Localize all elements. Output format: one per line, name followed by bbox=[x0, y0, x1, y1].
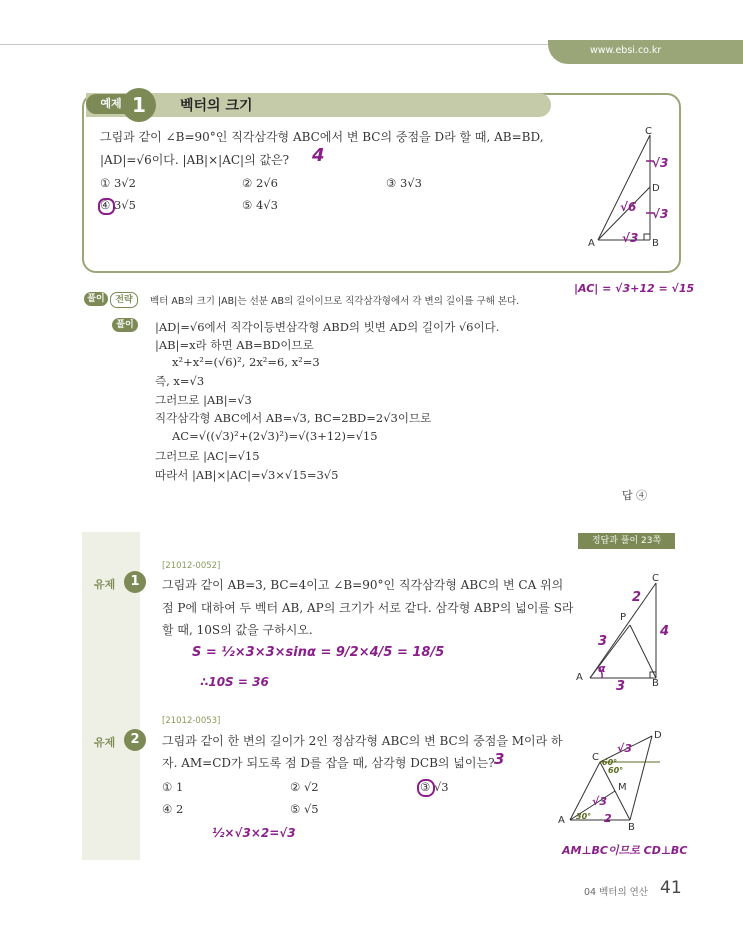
p2-label-c: C bbox=[592, 752, 599, 763]
p2-label-a: A bbox=[558, 815, 565, 826]
triangle-lines bbox=[598, 135, 650, 240]
solution-line-1: |AD|=√6에서 직각이등변삼각형 ABD의 빗변 AD의 길이가 √6이다. bbox=[155, 320, 500, 334]
practice1-hw-s: S = ½×3×3×sinα = 9/2×4/5 = 18/5 bbox=[192, 645, 445, 660]
p1-hw-angle: α bbox=[598, 662, 606, 675]
example-title: 벡터의 크기 bbox=[180, 98, 253, 114]
p2-hw-angle60: 60° bbox=[602, 758, 618, 767]
handwritten-answer: 4 bbox=[312, 145, 325, 166]
choice-1[interactable]: ① 3√2 bbox=[100, 176, 136, 190]
vector-ap bbox=[590, 625, 630, 678]
practice2-line1: 그림과 같이 한 변의 길이가 2인 정삼각형 ABC의 변 BC의 중점을 M이라 하 bbox=[162, 734, 563, 748]
side-ac bbox=[598, 135, 650, 240]
p2-choice-5[interactable]: ⑤ √5 bbox=[290, 802, 319, 816]
example-question-line1: 그림과 같이 ∠B=90°인 직각삼각형 ABC에서 변 BC의 중점을 D라 할 때, AB=BD, bbox=[100, 130, 544, 144]
segment-pb bbox=[630, 625, 656, 678]
hw-ad: √6 bbox=[620, 200, 637, 214]
solution-line-8: 그러므로 |AC|=√15 bbox=[155, 449, 260, 463]
example-number: 1 bbox=[122, 88, 156, 122]
practice2-label: 유제 bbox=[94, 736, 116, 749]
practice1-line3: 할 때, 10S의 값을 구하시오. bbox=[162, 623, 313, 637]
solution-line-9: 따라서 |AB|×|AC|=√3×√15=3√5 bbox=[155, 468, 339, 482]
practice1-number: 1 bbox=[124, 571, 146, 593]
practice1-triangle-diagram bbox=[580, 575, 670, 690]
practice1-label: 유제 bbox=[94, 578, 116, 591]
practice1-line1: 그림과 같이 AB=3, BC=4이고 ∠B=90°인 직각삼각형 ABC의 변 CA 위의 bbox=[162, 578, 564, 592]
solution-answer: 답 ④ bbox=[622, 489, 648, 502]
strategy-text: 벡터 AB의 크기 |AB|는 선분 AB의 길이이므로 직각삼각형에서 각 변의 길이를 구해 본다. bbox=[150, 296, 520, 307]
practice1-code: [21012-0052] bbox=[162, 561, 221, 571]
label-a: A bbox=[588, 238, 595, 249]
strategy-pill: 전략 bbox=[110, 292, 138, 308]
solution-pill: 풀이 bbox=[84, 292, 108, 306]
p2-label-d: D bbox=[654, 730, 662, 741]
practice2-code: [21012-0053] bbox=[162, 716, 221, 726]
practice2-number: 2 bbox=[124, 729, 146, 751]
site-url[interactable]: www.ebsi.co.kr bbox=[590, 45, 662, 56]
practice2-hw-note: AM⊥BC이므로 CD⊥BC bbox=[562, 844, 688, 857]
solution-line-3: x²+x²=(√6)², 2x²=6, x²=3 bbox=[172, 355, 320, 369]
p1-hw-ab: 3 bbox=[616, 679, 626, 694]
p2-choice-4[interactable]: ④ 2 bbox=[162, 802, 184, 816]
p2-label-m: M bbox=[618, 782, 627, 793]
solution-line-4: 즉, x=√3 bbox=[155, 374, 205, 388]
example-question-line2: |AD|=√6이다. |AB|×|AC|의 값은? bbox=[100, 153, 290, 167]
p2-hw-am: √3 bbox=[592, 795, 607, 808]
solution-line-6: 직각삼각형 ABC에서 AB=√3, BC=2BD=2√3이므로 bbox=[155, 411, 432, 425]
hw-db: √3 bbox=[652, 207, 669, 221]
p1-hw-bc: 4 bbox=[660, 624, 670, 639]
practice2-hw-answer: 3 bbox=[494, 750, 505, 768]
solution-line-5: 그러므로 |AB|=√3 bbox=[155, 393, 252, 407]
practice1-hw-answer: ∴10S = 36 bbox=[200, 675, 269, 689]
p2-hw-two: 2 bbox=[604, 812, 612, 825]
page-number: 41 bbox=[660, 878, 682, 898]
practice2-hw-calc: ½×√3×2=√3 bbox=[212, 826, 296, 840]
p1-label-p: P bbox=[620, 612, 627, 623]
hw-ac-note: |AC| = √3+12 = √15 bbox=[574, 282, 695, 295]
choice-5[interactable]: ⑤ 4√3 bbox=[242, 198, 278, 212]
practice2-line2: 자. AM=CD가 되도록 점 D를 잡을 때, 삼각형 DCB의 넓이는? bbox=[162, 756, 495, 770]
p2-choice-3-circle-mark bbox=[417, 779, 435, 797]
choice-3[interactable]: ③ 3√3 bbox=[386, 176, 422, 190]
footer-chapter: 04 벡터의 연산 bbox=[584, 887, 649, 898]
answer-reference-tab[interactable]: 정답과 풀이 23쪽 bbox=[578, 533, 675, 549]
p1-label-b: B bbox=[652, 678, 659, 689]
solution-line-2: |AB|=x라 하면 AB=BD이므로 bbox=[155, 338, 314, 352]
p1-label-a: A bbox=[576, 672, 583, 683]
p1-label-c: C bbox=[652, 573, 659, 584]
right-angle-mark bbox=[644, 234, 650, 240]
hw-cd: √3 bbox=[652, 156, 669, 170]
segment-db bbox=[630, 736, 652, 820]
choice-4[interactable]: ④ 3√5 bbox=[100, 198, 136, 212]
choice-2[interactable]: ② 2√6 bbox=[242, 176, 278, 190]
p2-choice-1[interactable]: ① 1 bbox=[162, 780, 184, 794]
label-d: D bbox=[652, 183, 660, 194]
p1-hw-ap: 3 bbox=[598, 634, 608, 649]
hw-ab: √3 bbox=[622, 231, 639, 245]
header-rule bbox=[0, 44, 560, 45]
p2-hw-angle30: 30° bbox=[576, 812, 592, 821]
p2-hw-angle60b: 60° bbox=[608, 766, 624, 775]
p1-hw-cp: 2 bbox=[632, 590, 642, 605]
label-c: C bbox=[645, 126, 652, 137]
choice-4-circle-mark bbox=[98, 198, 115, 215]
p2-label-b: B bbox=[628, 822, 635, 833]
solution-line-7: AC=√((√3)²+(2√3)²)=√(3+12)=√15 bbox=[172, 429, 378, 443]
p2-choice-2[interactable]: ② √2 bbox=[290, 780, 319, 794]
label-b: B bbox=[652, 238, 659, 249]
p2-choice-3[interactable]: ③ √3 bbox=[420, 780, 449, 794]
p2-hw-cd: √3 bbox=[617, 742, 632, 755]
practice1-line2: 점 P에 대하여 두 벡터 AB, AP의 크기가 서로 같다. 삼각형 ABP의 넓이를 S라 bbox=[162, 601, 574, 615]
example-tag: 예제 bbox=[86, 94, 136, 114]
solution-label-pill: 풀이 bbox=[112, 318, 138, 332]
